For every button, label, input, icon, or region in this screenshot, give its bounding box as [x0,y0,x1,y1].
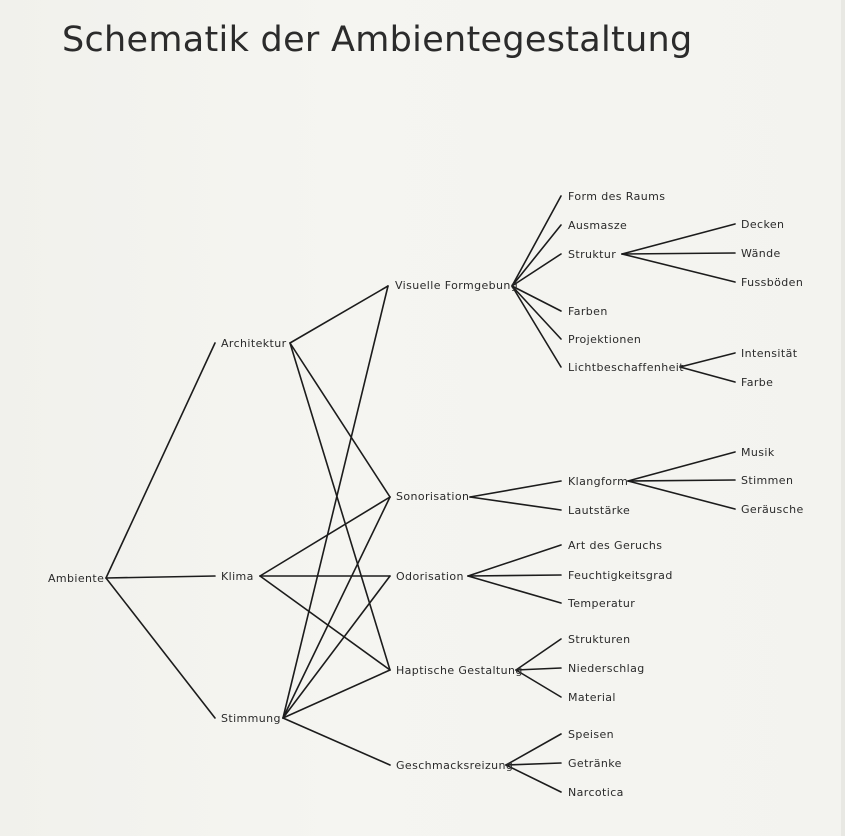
edge-haptische-material [516,670,561,697]
node-label-lautstaerke: Lautstärke [568,504,631,517]
edge-stimmung-haptische [283,670,390,718]
edge-geschmack-narcotica [506,765,561,792]
node-label-stimmen: Stimmen [741,474,794,487]
edge-klangform-stimmen [628,480,735,481]
node-label-ambiente: Ambiente [48,572,105,585]
node-label-intensitaet: Intensität [741,347,798,360]
node-label-stimmung: Stimmung [221,712,281,725]
node-label-odorisation: Odorisation [396,570,464,583]
edge-sonorisation-klangform [470,481,561,497]
node-label-niederschlag: Niederschlag [568,662,645,675]
edge-sonorisation-lautstaerke [470,497,561,510]
node-label-architektur: Architektur [221,337,287,350]
edge-ambiente-architektur [106,343,215,578]
edge-haptische-strukturen [516,639,561,670]
node-label-feuchtigkeit: Feuchtigkeitsgrad [568,569,673,582]
edge-odorisation-temperatur [468,576,561,603]
node-label-material: Material [568,691,616,704]
node-label-farbe: Farbe [741,376,774,389]
node-label-sonorisation: Sonorisation [396,490,470,503]
node-label-fussboeden: Fussböden [741,276,804,289]
edge-visuelle-ausmasze [512,225,561,286]
node-label-strukturen: Strukturen [568,633,631,646]
edge-ambiente-klima [106,576,215,578]
node-label-speisen: Speisen [568,728,615,741]
node-label-geruch: Art des Geruchs [568,539,663,552]
edge-licht-farbe [680,367,735,382]
node-label-geraeusche: Geräusche [741,503,804,516]
node-label-narcotica: Narcotica [568,786,624,799]
node-label-haptische: Haptische Gestaltung [396,664,523,677]
label-group [48,190,804,799]
node-label-licht: Lichtbeschaffenheit [568,361,684,374]
edge-klangform-musik [628,452,735,481]
edge-klima-haptische [260,576,390,670]
edge-geschmack-getraenke [506,763,561,765]
node-label-musik: Musik [741,446,775,459]
edge-geschmack-speisen [506,734,561,765]
edge-stimmung-geschmack [283,718,390,765]
edge-odorisation-feuchtigkeit [468,575,561,576]
edge-architektur-sonorisation [290,343,390,497]
edge-haptische-niederschlag [516,668,561,670]
node-label-waende: Wände [741,247,781,260]
edge-visuelle-projektionen [512,286,561,339]
node-label-geschmack: Geschmacksreizung [396,759,514,772]
edge-struktur-waende [622,253,735,254]
edge-stimmung-odorisation [283,576,390,718]
edge-struktur-decken [622,224,735,254]
node-label-klangform: Klangform [568,475,629,488]
edge-ambiente-stimmung [106,578,215,718]
edge-visuelle-struktur [512,254,561,286]
node-label-struktur: Struktur [568,248,617,261]
edge-licht-intensitaet [680,353,735,367]
edge-klangform-geraeusche [628,481,735,509]
edge-architektur-visuelle [290,286,388,343]
edge-odorisation-geruch [468,545,561,576]
node-label-klima: Klima [221,570,254,583]
node-label-ausmasze: Ausmasze [568,219,628,232]
page-edge [841,0,845,836]
edge-stimmung-visuelle [283,286,388,718]
node-label-form: Form des Raums [568,190,666,203]
node-label-projektionen: Projektionen [568,333,642,346]
node-label-temperatur: Temperatur [568,597,636,610]
diagram-title: Schematik der Ambientegestaltung [62,20,693,60]
node-label-farben: Farben [568,305,608,318]
edge-struktur-fussboeden [622,254,735,282]
node-label-getraenke: Getränke [568,757,622,770]
edge-visuelle-form [512,196,561,286]
node-label-decken: Decken [741,218,785,231]
node-label-visuelle: Visuelle Formgebung [395,279,519,292]
